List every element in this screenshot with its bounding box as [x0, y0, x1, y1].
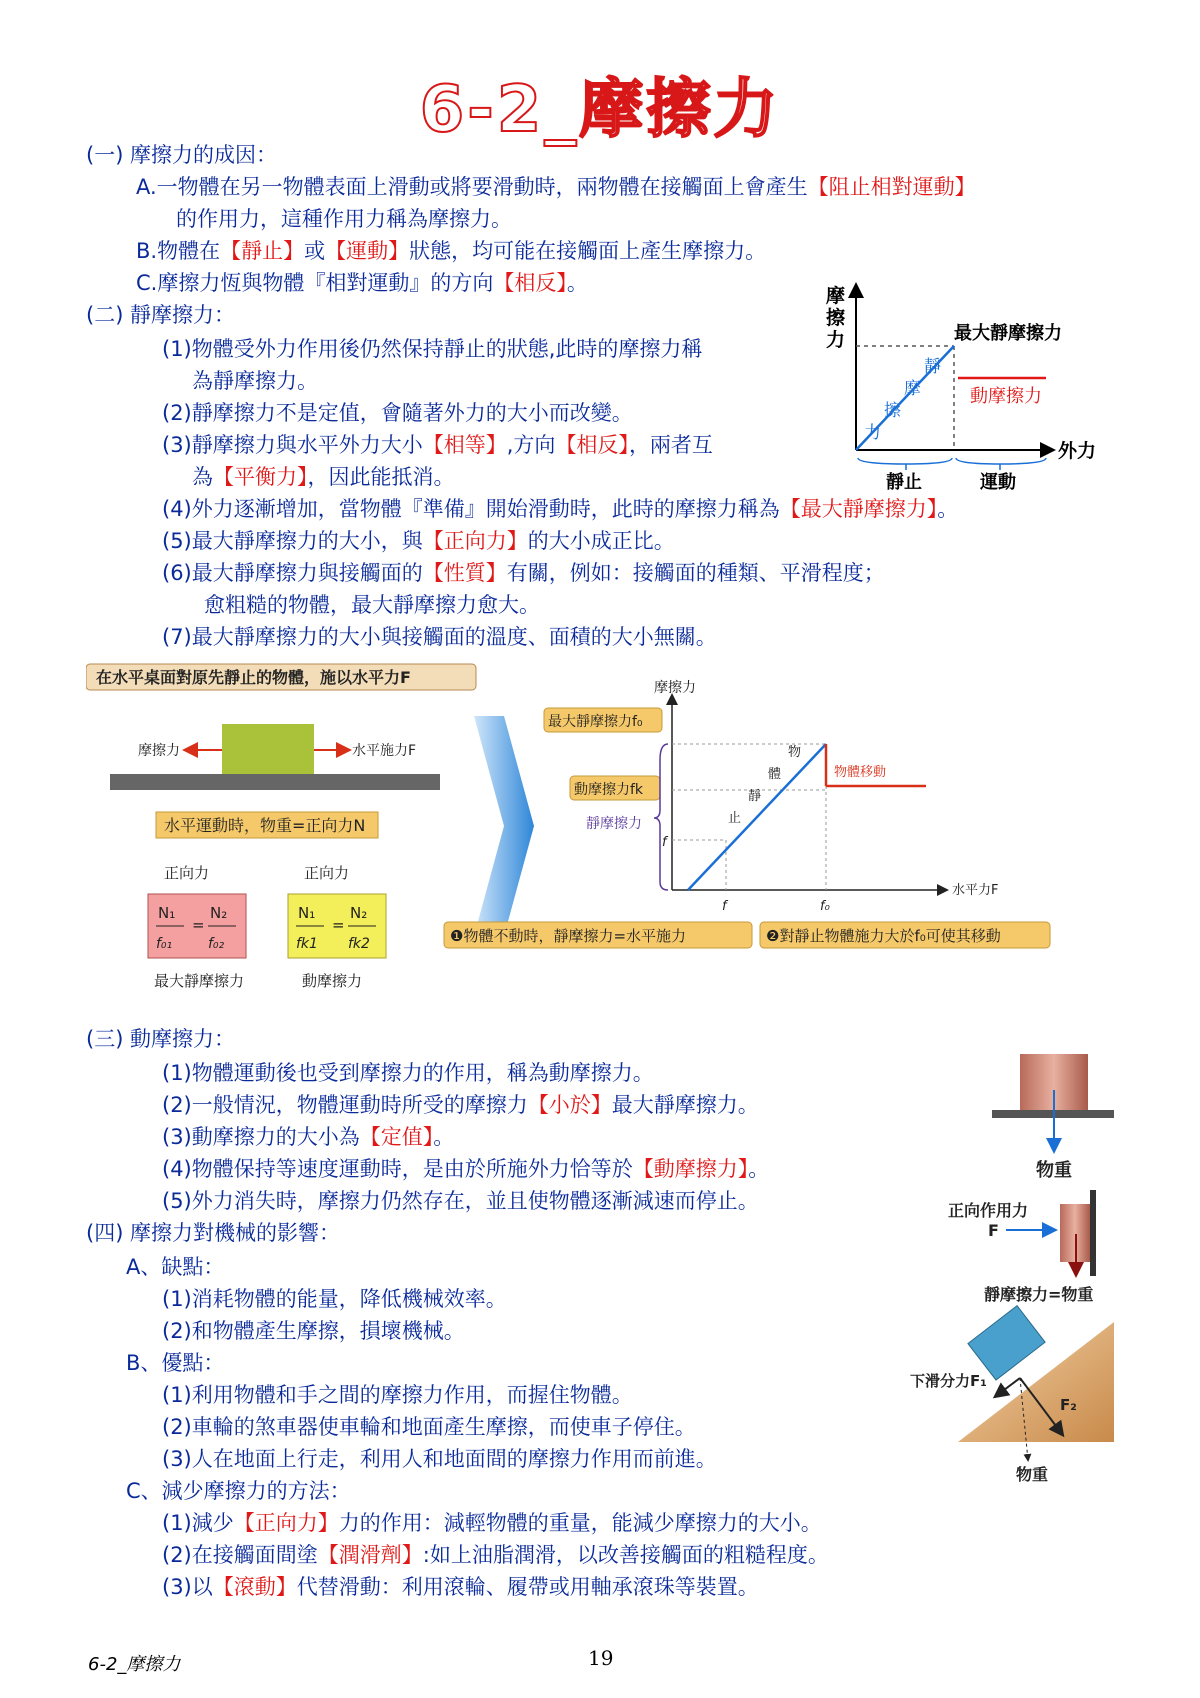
block-on-incline: [968, 1306, 1045, 1380]
graph1-moving-brace: [956, 458, 1046, 470]
side-weight2: 物重: [1016, 1465, 1049, 1484]
chart2-diag-4: 止: [728, 811, 742, 826]
s2-p6c: 愈粗糙的物體，最大靜摩擦力愈大。: [204, 593, 540, 617]
s4-a2: (2)和物體產生摩擦，損壞機械。: [162, 1319, 465, 1343]
s2-p7: (7)最大靜摩擦力的大小與接觸面的溫度、面積的大小無關。: [162, 625, 717, 649]
graph1-y-label-3: 力: [826, 329, 846, 351]
s2-p3b: 為【平衡力】，因此能抵消。: [192, 465, 455, 489]
section2-heading: (二) 靜摩擦力：: [86, 303, 236, 327]
max-static-formula-label: 最大靜摩擦力: [154, 972, 245, 990]
formula-f02: f₀₂: [208, 936, 225, 952]
table-surface: [110, 774, 440, 790]
chart2-x-label: 水平力F: [952, 883, 999, 898]
s3-p3: (3)動摩擦力的大小為【定值】。: [162, 1125, 455, 1149]
chart2-f-label: f: [662, 835, 667, 850]
chart2-moving-label: 物體移動: [834, 765, 887, 780]
chart2-static-line: [688, 744, 826, 890]
graph1-moving-region: 運動: [980, 472, 1016, 492]
graph1-y-label-2: 擦: [826, 307, 846, 329]
graph1-max-static-label: 最大靜摩擦力: [954, 323, 1062, 344]
s4-c3: (3)以【滾動】代替滑動：利用滾輪、履帶或用軸承滾珠等裝置。: [162, 1575, 759, 1599]
s3-p2: (2)一般情況，物體運動時所受的摩擦力【小於】最大靜摩擦力。: [162, 1093, 759, 1117]
chart2-diag-3: 靜: [748, 789, 762, 804]
s4-c2: (2)在接觸面間塗【潤滑劑】:如上油脂潤滑，以改善接觸面的粗糙程度。: [162, 1543, 829, 1567]
side-weight1: 物重: [1036, 1160, 1072, 1181]
s1-b-line: B.物體在【靜止】或【運動】狀態，均可能在接觸面上產生摩擦力。: [136, 239, 767, 263]
formula-N2-b: N₂: [350, 904, 368, 922]
note1: ❶物體不動時，靜摩擦力=水平施力: [450, 927, 687, 945]
graph1-y-label-1: 摩: [826, 285, 846, 307]
side-slide: 下滑分力F₁: [910, 1372, 987, 1390]
s4-c: C、減少摩擦力的方法：: [126, 1479, 351, 1503]
normal-label-2: 正向力: [304, 864, 350, 882]
side-F: F: [988, 1221, 999, 1240]
s3-p5: (5)外力消失時，摩擦力仍然存在，並且使物體逐漸減速而停止。: [162, 1189, 759, 1213]
note2: ❷對靜止物體施力大於f₀可使其移動: [766, 927, 1001, 945]
s4-c1: (1)減少【正向力】力的作用：減輕物體的重量，能減少摩擦力的大小。: [162, 1511, 822, 1535]
formula-eq-a: =: [192, 916, 205, 934]
s4-b2: (2)車輪的煞車器使車輪和地面產生摩擦，而使車子停住。: [162, 1415, 696, 1439]
s4-b3: (3)人在地面上行走，利用人和地面間的摩擦力作用而前進。: [162, 1447, 717, 1471]
s4-b1: (1)利用物體和手之間的摩擦力作用，而握住物體。: [162, 1383, 633, 1407]
applied-label: 水平施力F: [352, 743, 417, 759]
formula-eq-b: =: [332, 916, 345, 934]
s1-c-line: C.摩擦力恆與物體『相對運動』的方向【相反】。: [136, 271, 588, 295]
s3-p4: (4)物體保持等速度運動時，是由於所施外力恰等於【動摩擦力】。: [162, 1157, 770, 1181]
side-illustrations: [888, 1050, 1120, 1490]
graph1-kinetic-label: 動摩擦力: [970, 386, 1042, 407]
normal-label-1: 正向力: [164, 864, 210, 882]
weight-note: 水平運動時，物重=正向力N: [164, 816, 366, 835]
chart2-kin-label: 動摩擦力fk: [574, 782, 644, 798]
s2-p1b: 為靜摩擦力。: [192, 369, 318, 393]
graph1-diag-2: 摩: [904, 379, 921, 399]
formula-fk2: fk2: [348, 936, 370, 952]
graph1-diag-1: 靜: [924, 357, 941, 377]
graph1-diag-4: 力: [864, 423, 881, 443]
s4-a: A、缺點：: [126, 1255, 225, 1279]
slide-arrow: [996, 1378, 1020, 1396]
graph1-static-region: 靜止: [886, 472, 922, 492]
chart2-y-label: 摩擦力: [654, 680, 696, 696]
kinetic-formula-label: 動摩擦力: [302, 972, 363, 990]
chart2-tick-f: f: [722, 899, 727, 914]
friction-graph: [820, 282, 1120, 492]
s1-a-line2: 的作用力，這種作用力稱為摩擦力。: [176, 207, 512, 231]
chart2-max-label: 最大靜摩擦力f₀: [548, 714, 643, 730]
s4-b: B、優點：: [126, 1351, 225, 1375]
formula-N1-b: N₁: [298, 904, 316, 922]
side-normal-force: 正向作用力: [948, 1201, 1029, 1220]
formula-f01: f₀₁: [156, 936, 173, 952]
chart2-tick-f0: f₀: [820, 899, 830, 914]
page-number: 19: [588, 1646, 614, 1670]
s2-p1: (1)物體受外力作用後仍然保持靜止的狀態,此時的摩擦力稱: [162, 337, 703, 361]
blue-chevron-arrow: [474, 716, 534, 936]
formula-N2-a: N₂: [210, 904, 228, 922]
s2-p3: (3)靜摩擦力與水平外力大小【相等】,方向【相反】，兩者互: [162, 433, 713, 457]
s3-p1: (1)物體運動後也受到摩擦力的作用，稱為動摩擦力。: [162, 1061, 654, 1085]
footer-chapter: 6-2_摩擦力: [88, 1654, 181, 1675]
section4-heading: (四) 摩擦力對機械的影響：: [86, 1221, 341, 1245]
s2-p5: (5)最大靜摩擦力的大小，與【正向力】的大小成正比。: [162, 529, 675, 553]
s2-p4: (4)外力逐漸增加，當物體『準備』開始滑動時，此時的摩擦力稱為【最大靜摩擦力】。: [162, 497, 959, 521]
chart2-static-label: 靜摩擦力: [586, 816, 642, 832]
chart2-brace: [654, 744, 668, 890]
formula-fk1: fk1: [296, 936, 318, 952]
graph1-diag-3: 擦: [884, 401, 901, 421]
s1-a-line: A.一物體在另一物體表面上滑動或將要滑動時，兩物體在接觸面上會產生【阻止相對運動】: [136, 175, 976, 199]
s4-a1: (1)消耗物體的能量，降低機械效率。: [162, 1287, 507, 1311]
side-F2: F₂: [1060, 1396, 1077, 1414]
chart2-diag-1: 物: [788, 745, 802, 760]
chart2-diag-2: 體: [768, 767, 782, 782]
formula-N1-a: N₁: [158, 904, 176, 922]
graph1-x-label: 外力: [1058, 440, 1097, 462]
textbook-figure: [86, 660, 1146, 1000]
friction-label: 摩擦力: [138, 743, 180, 759]
wall: [1090, 1190, 1096, 1276]
section3-heading: (三) 動摩擦力：: [86, 1027, 236, 1051]
side-static-eq: 靜摩擦力=物重: [984, 1285, 1094, 1304]
s2-p6: (6)最大靜摩擦力與接觸面的【性質】有關，例如：接觸面的種類、平滑程度；: [162, 561, 885, 585]
green-block: [222, 724, 314, 774]
graph1-static-brace: [858, 458, 952, 470]
page-title: 6-2_摩擦力: [419, 73, 781, 147]
s2-p2: (2)靜摩擦力不是定值，會隨著外力的大小而改變。: [162, 401, 633, 425]
figure-banner: 在水平桌面對原先靜止的物體，施以水平力F: [96, 668, 411, 687]
section1-heading: (一) 摩擦力的成因：: [86, 143, 278, 167]
